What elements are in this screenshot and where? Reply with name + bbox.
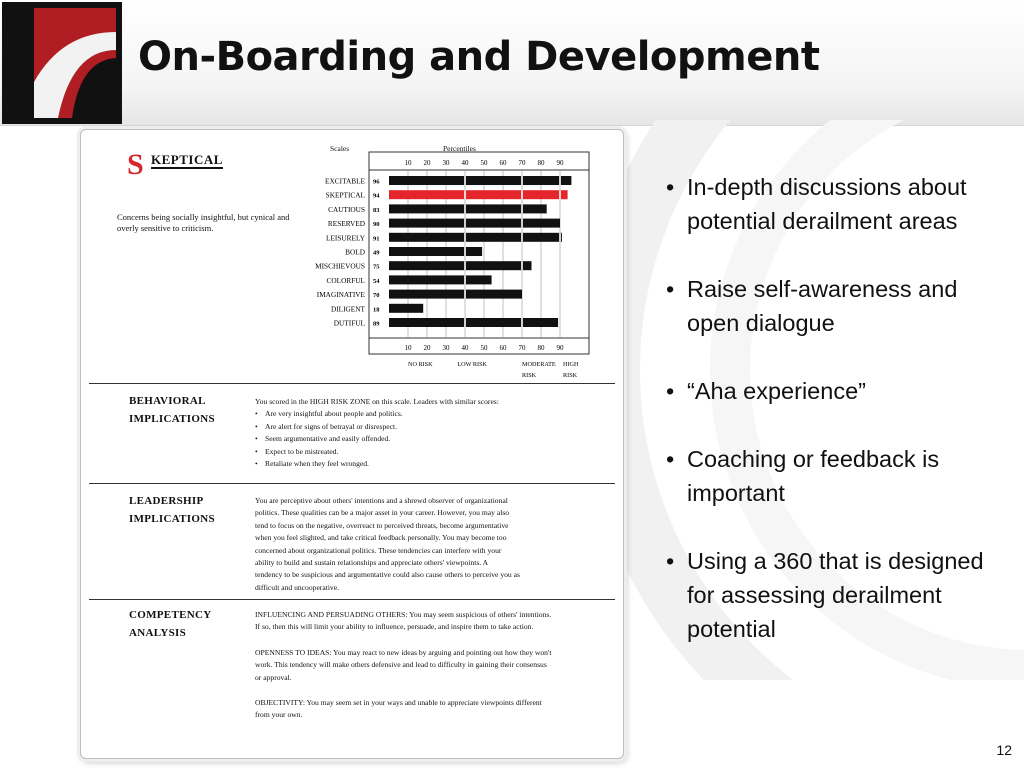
- value-label: 75: [373, 263, 380, 271]
- percentiles-label: Percentiles: [443, 144, 476, 153]
- bar: [389, 247, 482, 256]
- value-label: 94: [373, 192, 380, 200]
- list-item: • Expect to be mistreated.: [255, 446, 575, 458]
- bar-segment-gap: [464, 275, 466, 284]
- bar-segment-gap: [464, 261, 466, 270]
- tick-label-bottom: 30: [442, 344, 450, 352]
- percentile-chart: [81, 130, 623, 385]
- bar-segment-gap: [559, 233, 561, 242]
- bar-segment-gap: [521, 318, 523, 327]
- bar: [389, 261, 532, 270]
- behavioral-intro: You scored in the HIGH RISK ZONE on this scale. Leaders with similar scores:: [255, 397, 499, 406]
- bar: [389, 304, 423, 313]
- tick-label-bottom: 70: [518, 344, 526, 352]
- text-line: You are perceptive about others' intentions and a shrewd observer of organizational: [255, 496, 508, 505]
- list-item: • Seem argumentative and easily offended.: [255, 433, 575, 445]
- bar: [389, 233, 562, 242]
- tick-label-top: 70: [518, 159, 526, 167]
- tick-label-top: 10: [404, 159, 412, 167]
- value-label: 70: [373, 292, 380, 300]
- leadership-heading: LEADERSHIP IMPLICATIONS: [129, 495, 215, 525]
- category-label: LEISURELY: [326, 233, 365, 243]
- zone-label: HIGH RISK: [563, 361, 579, 379]
- scales-label: Scales: [330, 144, 350, 153]
- bar-segment-gap: [464, 290, 466, 299]
- bar: [389, 275, 492, 284]
- bar-segment-gap: [464, 219, 466, 228]
- zone-label: LOW RISK: [457, 361, 488, 368]
- competency-paragraph: OPENNESS TO IDEAS: You may react to new ideas by arguing and pointing out how they won't work. This tendency will make others defensive and lead to difficulty in gaining their consensus or approval.: [255, 647, 552, 682]
- text-line: politics. These qualities can be a major asset in your career. However, you may also: [255, 508, 510, 518]
- bar-segment-gap: [521, 190, 523, 199]
- value-label: 49: [373, 249, 380, 257]
- competency-text: [255, 609, 565, 735]
- scale-name: KEPTICAL: [151, 152, 223, 167]
- leadership-text: [255, 495, 575, 594]
- bar-segment-gap: [521, 219, 523, 228]
- section-divider: [89, 383, 615, 384]
- tick-label-bottom: 10: [404, 344, 412, 352]
- report-image: [80, 129, 624, 759]
- value-label: 96: [373, 178, 380, 186]
- category-label: EXCITABLE: [325, 176, 365, 186]
- text-line: ability to build and sustain relationships and appreciate others' viewpoints. A: [255, 558, 489, 568]
- tick-label-top: 60: [499, 159, 507, 167]
- category-label: DUTIFUL: [333, 318, 365, 328]
- category-label: DILIGENT: [330, 304, 365, 314]
- category-label: IMAGINATIVE: [316, 290, 365, 300]
- bar: [389, 290, 522, 299]
- bar-segment-gap: [464, 176, 466, 185]
- bullet-point: • Raise self-awareness and open dialogue: [666, 272, 996, 340]
- text-line: when you feel slighted, and take critical feedback personally. You may become too: [255, 533, 507, 543]
- bar-segment-gap: [521, 204, 523, 213]
- tick-label-top: 90: [556, 159, 564, 167]
- bar: [389, 190, 568, 199]
- bar-segment-gap: [464, 247, 466, 256]
- section-divider: [89, 599, 615, 600]
- bullet-point: • Coaching or feedback is important: [666, 442, 996, 510]
- list-item: • Are alert for signs of betrayal or disrespect.: [255, 421, 575, 433]
- category-label: COLORFUL: [326, 275, 365, 285]
- value-label: 89: [373, 320, 380, 328]
- tick-label-bottom: 20: [423, 344, 431, 352]
- value-label: 54: [373, 277, 380, 285]
- tick-label-top: 30: [442, 159, 450, 167]
- tick-label-bottom: 40: [461, 344, 469, 352]
- list-item: • Retaliate when they feel wronged.: [255, 458, 575, 470]
- value-label: 18: [373, 306, 380, 314]
- category-label: RESERVED: [327, 219, 365, 229]
- zone-label: NO RISK: [408, 361, 433, 368]
- category-label: MISCHIEVOUS: [315, 261, 365, 271]
- tick-label-top: 20: [423, 159, 431, 167]
- bullet-point: • “Aha experience”: [666, 374, 996, 408]
- competency-paragraph: INFLUENCING AND PERSUADING OTHERS: You may seem suspicious of others' intentions. If so, then this will limit your ability to influence, persuade, and inspire them to take action.: [255, 610, 552, 632]
- slide-title: On-Boarding and Development: [138, 34, 820, 80]
- bar-segment-gap: [464, 204, 466, 213]
- tick-label-bottom: 60: [499, 344, 507, 352]
- value-label: 90: [373, 221, 380, 229]
- bar: [389, 204, 547, 213]
- key-points: [666, 170, 996, 680]
- list-item: • Are very insightful about people and politics.: [255, 408, 575, 420]
- scale-initial: S: [127, 148, 144, 181]
- value-label: 83: [373, 206, 380, 214]
- bar: [389, 176, 571, 185]
- category-label: SKEPTICAL: [325, 190, 365, 200]
- bullet-point: • In-depth discussions about potential derailment areas: [666, 170, 996, 238]
- text-line: difficult and uncooperative.: [255, 582, 339, 592]
- behavioral-list: [255, 408, 575, 470]
- company-logo: [2, 2, 122, 124]
- category-label: CAUTIOUS: [328, 204, 365, 214]
- bar-segment-gap: [521, 176, 523, 185]
- competency-paragraph: OBJECTIVITY: You may seem set in your ways and unable to appreciate viewpoints different from your own.: [255, 698, 542, 720]
- bar-segment-gap: [559, 190, 561, 199]
- behavioral-heading: BEHAVIORAL IMPLICATIONS: [129, 395, 215, 425]
- bar-segment-gap: [521, 261, 523, 270]
- bar-segment-gap: [559, 176, 561, 185]
- bar-segment-gap: [464, 190, 466, 199]
- tick-label-bottom: 80: [537, 344, 545, 352]
- tick-label-top: 50: [480, 159, 488, 167]
- value-label: 91: [373, 235, 380, 243]
- text-line: concerned about organizational politics. These tendencies can interfere with your: [255, 545, 502, 555]
- tick-label-top: 80: [537, 159, 545, 167]
- behavioral-text: [255, 396, 575, 470]
- scale-description: Concerns being socially insightful, but cynical and overly sensitive to criticism.: [117, 212, 290, 233]
- text-line: tend to focus on the negative, overreact to perceived threats, become argumentative: [255, 520, 509, 530]
- bullet-point: • Using a 360 that is designed for assessing derailment potential: [666, 544, 996, 646]
- bar-segment-gap: [464, 318, 466, 327]
- bar: [389, 318, 558, 327]
- tick-label-top: 40: [461, 159, 469, 167]
- zone-label: MODERATE RISK: [522, 361, 556, 379]
- section-divider: [89, 483, 615, 484]
- logo-mark: [2, 2, 122, 124]
- competency-heading: COMPETENCY ANALYSIS: [129, 609, 212, 639]
- tick-label-bottom: 50: [480, 344, 488, 352]
- tick-label-bottom: 90: [556, 344, 564, 352]
- bar-segment-gap: [464, 233, 466, 242]
- page-number: 12: [996, 742, 1012, 758]
- category-label: BOLD: [345, 247, 365, 257]
- bar: [389, 219, 560, 228]
- text-line: tendency to be suspicious and argumentative could also cause others to perceive you as: [255, 570, 520, 580]
- bar-segment-gap: [521, 233, 523, 242]
